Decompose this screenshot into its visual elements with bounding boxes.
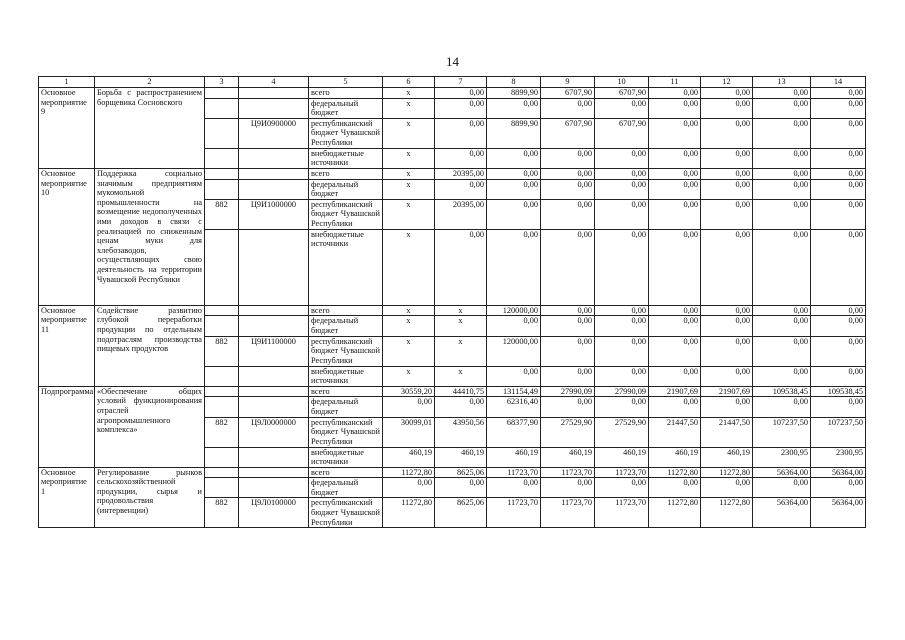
value-cell: 0,00 bbox=[487, 229, 541, 305]
column-header-8: 8 bbox=[487, 77, 541, 88]
value-cell: 460,19 bbox=[435, 447, 487, 467]
value-cell: 0,00 bbox=[649, 179, 701, 199]
value-cell: x bbox=[435, 316, 487, 336]
value-cell: 43950,56 bbox=[435, 417, 487, 447]
value-cell: 107237,50 bbox=[811, 417, 866, 447]
value-cell: 107237,50 bbox=[753, 417, 811, 447]
value-cell: 11723,70 bbox=[541, 467, 595, 478]
value-cell: 0,00 bbox=[811, 98, 866, 118]
column-header-4: 4 bbox=[239, 77, 309, 88]
value-cell: 11272,80 bbox=[383, 498, 435, 528]
budget-code-cell bbox=[239, 88, 309, 99]
value-cell: x bbox=[383, 199, 435, 229]
value-cell: 21907,69 bbox=[649, 386, 701, 397]
grbs-cell bbox=[205, 397, 239, 417]
program-type-cell: Основное мероприятие 1 bbox=[39, 467, 95, 528]
value-cell: 0,00 bbox=[811, 336, 866, 366]
value-cell: 0,00 bbox=[541, 336, 595, 366]
value-cell: 0,00 bbox=[541, 168, 595, 179]
value-cell: 56364,00 bbox=[753, 498, 811, 528]
funding-source-cell: всего bbox=[309, 168, 383, 179]
value-cell: 0,00 bbox=[811, 168, 866, 179]
value-cell: x bbox=[383, 88, 435, 99]
value-cell: 0,00 bbox=[541, 316, 595, 336]
grbs-cell bbox=[205, 118, 239, 148]
table-row bbox=[39, 168, 866, 179]
value-cell: x bbox=[383, 229, 435, 305]
value-cell: x bbox=[435, 305, 487, 316]
value-cell: 0,00 bbox=[811, 179, 866, 199]
column-header-7: 7 bbox=[435, 77, 487, 88]
value-cell: 0,00 bbox=[701, 229, 753, 305]
value-cell: 0,00 bbox=[753, 305, 811, 316]
value-cell: 0,00 bbox=[811, 397, 866, 417]
grbs-cell bbox=[205, 168, 239, 179]
budget-code-cell bbox=[239, 478, 309, 498]
value-cell: 27529,90 bbox=[595, 417, 649, 447]
funding-source-cell: внебюджетные источники bbox=[309, 447, 383, 467]
funding-source-cell: республиканский бюджет Чувашской Республики bbox=[309, 417, 383, 447]
value-cell: 56364,00 bbox=[753, 467, 811, 478]
value-cell: 30559,20 bbox=[383, 386, 435, 397]
value-cell: 0,00 bbox=[811, 316, 866, 336]
value-cell: 30099,01 bbox=[383, 417, 435, 447]
value-cell: 27529,90 bbox=[541, 417, 595, 447]
value-cell: 8625,06 bbox=[435, 467, 487, 478]
value-cell: 0,00 bbox=[435, 179, 487, 199]
funding-source-cell: внебюджетные источники bbox=[309, 366, 383, 386]
program-type-cell: Основное мероприятие 9 bbox=[39, 88, 95, 169]
header-row bbox=[39, 77, 866, 88]
value-cell: 0,00 bbox=[701, 148, 753, 168]
grbs-cell bbox=[205, 366, 239, 386]
budget-code-cell bbox=[239, 148, 309, 168]
value-cell: 11272,80 bbox=[649, 498, 701, 528]
value-cell: 21907,69 bbox=[701, 386, 753, 397]
value-cell: 8899,90 bbox=[487, 118, 541, 148]
grbs-cell: 882 bbox=[205, 498, 239, 528]
value-cell: 0,00 bbox=[753, 148, 811, 168]
column-header-10: 10 bbox=[595, 77, 649, 88]
value-cell: 0,00 bbox=[811, 478, 866, 498]
column-header-6: 6 bbox=[383, 77, 435, 88]
column-header-1: 1 bbox=[39, 77, 95, 88]
column-header-5: 5 bbox=[309, 77, 383, 88]
grbs-cell bbox=[205, 88, 239, 99]
budget-code-cell: Ц9И1000000 bbox=[239, 199, 309, 229]
value-cell: 0,00 bbox=[595, 148, 649, 168]
value-cell: 0,00 bbox=[649, 229, 701, 305]
value-cell: 460,19 bbox=[649, 447, 701, 467]
value-cell: 0,00 bbox=[487, 366, 541, 386]
column-header-11: 11 bbox=[649, 77, 701, 88]
value-cell: 120000,00 bbox=[487, 305, 541, 316]
value-cell: 0,00 bbox=[811, 148, 866, 168]
value-cell: 0,00 bbox=[435, 229, 487, 305]
value-cell: 6707,90 bbox=[595, 118, 649, 148]
value-cell: 0,00 bbox=[595, 229, 649, 305]
column-header-3: 3 bbox=[205, 77, 239, 88]
value-cell: x bbox=[383, 168, 435, 179]
value-cell: 6707,90 bbox=[541, 88, 595, 99]
value-cell: 0,00 bbox=[811, 199, 866, 229]
value-cell: 0,00 bbox=[701, 366, 753, 386]
value-cell: 0,00 bbox=[383, 478, 435, 498]
value-cell: 0,00 bbox=[649, 305, 701, 316]
grbs-cell bbox=[205, 148, 239, 168]
value-cell: 11272,80 bbox=[701, 467, 753, 478]
grbs-cell: 882 bbox=[205, 336, 239, 366]
value-cell: 0,00 bbox=[701, 88, 753, 99]
value-cell: 120000,00 bbox=[487, 336, 541, 366]
value-cell: 0,00 bbox=[649, 478, 701, 498]
value-cell: 44410,75 bbox=[435, 386, 487, 397]
grbs-cell bbox=[205, 447, 239, 467]
column-header-14: 14 bbox=[811, 77, 866, 88]
funding-source-cell: внебюджетные источники bbox=[309, 148, 383, 168]
funding-source-cell: федеральный бюджет bbox=[309, 397, 383, 417]
value-cell: 0,00 bbox=[701, 336, 753, 366]
funding-source-cell: республиканский бюджет Чувашской Республики bbox=[309, 199, 383, 229]
value-cell: 68377,90 bbox=[487, 417, 541, 447]
value-cell: 62316,40 bbox=[487, 397, 541, 417]
value-cell: 0,00 bbox=[753, 118, 811, 148]
value-cell: 56364,00 bbox=[811, 498, 866, 528]
value-cell: 0,00 bbox=[383, 397, 435, 417]
grbs-cell: 882 bbox=[205, 417, 239, 447]
value-cell: 11272,80 bbox=[649, 467, 701, 478]
budget-code-cell bbox=[239, 98, 309, 118]
value-cell: 0,00 bbox=[701, 179, 753, 199]
funding-source-cell: всего bbox=[309, 386, 383, 397]
value-cell: 0,00 bbox=[541, 148, 595, 168]
grbs-cell bbox=[205, 305, 239, 316]
program-type-cell: Основное мероприятие 10 bbox=[39, 168, 95, 305]
value-cell: 0,00 bbox=[649, 118, 701, 148]
value-cell: 0,00 bbox=[595, 397, 649, 417]
funding-source-cell: внебюджетные источники bbox=[309, 229, 383, 305]
value-cell: 0,00 bbox=[435, 148, 487, 168]
column-header-2: 2 bbox=[95, 77, 205, 88]
table-row bbox=[39, 305, 866, 316]
value-cell: 0,00 bbox=[701, 397, 753, 417]
value-cell: 0,00 bbox=[701, 98, 753, 118]
value-cell: 0,00 bbox=[649, 199, 701, 229]
budget-code-cell: Ц9Л0100000 bbox=[239, 498, 309, 528]
value-cell: 0,00 bbox=[435, 98, 487, 118]
value-cell: 0,00 bbox=[701, 168, 753, 179]
value-cell: 0,00 bbox=[811, 305, 866, 316]
funding-source-cell: всего bbox=[309, 88, 383, 99]
value-cell: 0,00 bbox=[595, 316, 649, 336]
value-cell: 0,00 bbox=[753, 199, 811, 229]
value-cell: x bbox=[383, 305, 435, 316]
value-cell: 0,00 bbox=[435, 118, 487, 148]
program-name-cell: Борьба с распространением борщевика Сосновского bbox=[95, 88, 205, 169]
value-cell: 0,00 bbox=[595, 168, 649, 179]
grbs-cell bbox=[205, 179, 239, 199]
value-cell: 0,00 bbox=[753, 316, 811, 336]
value-cell: x bbox=[383, 366, 435, 386]
value-cell: 0,00 bbox=[701, 305, 753, 316]
value-cell: 11723,70 bbox=[595, 467, 649, 478]
budget-code-cell: Ц9Л0000000 bbox=[239, 417, 309, 447]
value-cell: 0,00 bbox=[753, 179, 811, 199]
value-cell: 0,00 bbox=[649, 316, 701, 336]
table-row bbox=[39, 386, 866, 397]
value-cell: 0,00 bbox=[487, 316, 541, 336]
value-cell: 21447,50 bbox=[701, 417, 753, 447]
value-cell: x bbox=[383, 336, 435, 366]
value-cell: 0,00 bbox=[649, 336, 701, 366]
program-type-cell: Основное мероприятие 11 bbox=[39, 305, 95, 386]
budget-code-cell bbox=[239, 179, 309, 199]
value-cell: 0,00 bbox=[649, 98, 701, 118]
budget-code-cell bbox=[239, 397, 309, 417]
budget-code-cell bbox=[239, 366, 309, 386]
value-cell: x bbox=[383, 316, 435, 336]
value-cell: 20395,00 bbox=[435, 199, 487, 229]
program-type-cell: Подпрограмма bbox=[39, 386, 95, 467]
value-cell: 0,00 bbox=[753, 229, 811, 305]
program-name-cell: Поддержка социально значимым предприятиям мукомольной промышленности на возмещение недополученных ими доходов в связи с реализацией по сниженным ценам муки для хлебозаводов, осуществляющих свою деятельность на территории Чувашской Республики bbox=[95, 168, 205, 305]
value-cell: x bbox=[435, 336, 487, 366]
value-cell: 0,00 bbox=[701, 118, 753, 148]
value-cell: 460,19 bbox=[487, 447, 541, 467]
grbs-cell bbox=[205, 316, 239, 336]
budget-code-cell bbox=[239, 316, 309, 336]
value-cell: 2300,95 bbox=[811, 447, 866, 467]
value-cell: 109538,45 bbox=[753, 386, 811, 397]
funding-source-cell: федеральный бюджет bbox=[309, 98, 383, 118]
budget-table bbox=[38, 76, 866, 528]
value-cell: 0,00 bbox=[649, 366, 701, 386]
value-cell: 11272,80 bbox=[383, 467, 435, 478]
value-cell: 109538,45 bbox=[811, 386, 866, 397]
table-row bbox=[39, 467, 866, 478]
value-cell: 0,00 bbox=[595, 305, 649, 316]
value-cell: 0,00 bbox=[753, 478, 811, 498]
value-cell: 0,00 bbox=[753, 397, 811, 417]
value-cell: 0,00 bbox=[595, 98, 649, 118]
funding-source-cell: всего bbox=[309, 305, 383, 316]
value-cell: 0,00 bbox=[487, 98, 541, 118]
value-cell: 0,00 bbox=[487, 179, 541, 199]
budget-code-cell bbox=[239, 168, 309, 179]
value-cell: 0,00 bbox=[701, 199, 753, 229]
value-cell: 2300,95 bbox=[753, 447, 811, 467]
value-cell: 0,00 bbox=[811, 88, 866, 99]
value-cell: 8625,06 bbox=[435, 498, 487, 528]
value-cell: 0,00 bbox=[487, 478, 541, 498]
page-number: 14 bbox=[446, 54, 459, 69]
value-cell: 0,00 bbox=[649, 88, 701, 99]
grbs-cell bbox=[205, 98, 239, 118]
budget-code-cell bbox=[239, 467, 309, 478]
funding-source-cell: всего bbox=[309, 467, 383, 478]
column-header-9: 9 bbox=[541, 77, 595, 88]
value-cell: 0,00 bbox=[541, 305, 595, 316]
value-cell: 0,00 bbox=[541, 397, 595, 417]
value-cell: 0,00 bbox=[595, 478, 649, 498]
value-cell: 460,19 bbox=[595, 447, 649, 467]
grbs-cell bbox=[205, 386, 239, 397]
budget-code-cell bbox=[239, 447, 309, 467]
value-cell: x bbox=[383, 179, 435, 199]
value-cell: 0,00 bbox=[487, 168, 541, 179]
value-cell: 0,00 bbox=[541, 98, 595, 118]
value-cell: 11723,70 bbox=[487, 467, 541, 478]
funding-source-cell: федеральный бюджет bbox=[309, 179, 383, 199]
value-cell: 0,00 bbox=[649, 397, 701, 417]
grbs-cell bbox=[205, 478, 239, 498]
funding-source-cell: федеральный бюджет bbox=[309, 316, 383, 336]
value-cell: 0,00 bbox=[701, 316, 753, 336]
budget-code-cell: Ц9И1100000 bbox=[239, 336, 309, 366]
grbs-cell bbox=[205, 467, 239, 478]
value-cell: 20395,00 bbox=[435, 168, 487, 179]
value-cell: 0,00 bbox=[435, 88, 487, 99]
value-cell: 11723,70 bbox=[595, 498, 649, 528]
funding-source-cell: республиканский бюджет Чувашской Республики bbox=[309, 498, 383, 528]
value-cell: 0,00 bbox=[595, 336, 649, 366]
funding-source-cell: республиканский бюджет Чувашской Республики bbox=[309, 336, 383, 366]
value-cell: 0,00 bbox=[753, 366, 811, 386]
funding-source-cell: федеральный бюджет bbox=[309, 478, 383, 498]
value-cell: 0,00 bbox=[595, 199, 649, 229]
value-cell: 0,00 bbox=[811, 229, 866, 305]
value-cell: 21447,50 bbox=[649, 417, 701, 447]
value-cell: x bbox=[383, 118, 435, 148]
value-cell: 27990,09 bbox=[541, 386, 595, 397]
value-cell: 0,00 bbox=[435, 478, 487, 498]
grbs-cell bbox=[205, 229, 239, 305]
value-cell: 0,00 bbox=[811, 118, 866, 148]
value-cell: 0,00 bbox=[595, 179, 649, 199]
value-cell: 6707,90 bbox=[595, 88, 649, 99]
value-cell: 0,00 bbox=[487, 199, 541, 229]
value-cell: 0,00 bbox=[435, 397, 487, 417]
value-cell: 0,00 bbox=[541, 229, 595, 305]
value-cell: 11723,70 bbox=[541, 498, 595, 528]
value-cell: x bbox=[383, 98, 435, 118]
value-cell: 8899,90 bbox=[487, 88, 541, 99]
budget-code-cell: Ц9И0900000 bbox=[239, 118, 309, 148]
value-cell: 0,00 bbox=[649, 148, 701, 168]
value-cell: 27990,09 bbox=[595, 386, 649, 397]
funding-source-cell: республиканский бюджет Чувашской Республики bbox=[309, 118, 383, 148]
value-cell: 11272,80 bbox=[701, 498, 753, 528]
value-cell: 0,00 bbox=[753, 88, 811, 99]
budget-code-cell bbox=[239, 305, 309, 316]
value-cell: 0,00 bbox=[541, 199, 595, 229]
value-cell: 0,00 bbox=[701, 478, 753, 498]
value-cell: x bbox=[383, 148, 435, 168]
column-header-13: 13 bbox=[753, 77, 811, 88]
value-cell: 0,00 bbox=[753, 98, 811, 118]
value-cell: 11723,70 bbox=[487, 498, 541, 528]
value-cell: 0,00 bbox=[649, 168, 701, 179]
program-name-cell: Содействие развитию глубокой переработки продукции по отдельным подотраслям производства пищевых продуктов bbox=[95, 305, 205, 386]
value-cell: 0,00 bbox=[753, 168, 811, 179]
value-cell: 0,00 bbox=[541, 179, 595, 199]
value-cell: 0,00 bbox=[811, 366, 866, 386]
value-cell: x bbox=[435, 366, 487, 386]
budget-code-cell bbox=[239, 229, 309, 305]
value-cell: 0,00 bbox=[595, 366, 649, 386]
value-cell: 0,00 bbox=[541, 366, 595, 386]
value-cell: 460,19 bbox=[541, 447, 595, 467]
value-cell: 0,00 bbox=[753, 336, 811, 366]
value-cell: 6707,90 bbox=[541, 118, 595, 148]
value-cell: 56364,00 bbox=[811, 467, 866, 478]
value-cell: 460,19 bbox=[701, 447, 753, 467]
table-row bbox=[39, 88, 866, 99]
grbs-cell: 882 bbox=[205, 199, 239, 229]
program-name-cell: Регулирование рынков сельскохозяйственной продукции, сырья и продовольствия (интервенции) bbox=[95, 467, 205, 528]
value-cell: 131154,49 bbox=[487, 386, 541, 397]
budget-code-cell bbox=[239, 386, 309, 397]
value-cell: 460,19 bbox=[383, 447, 435, 467]
column-header-12: 12 bbox=[701, 77, 753, 88]
value-cell: 0,00 bbox=[487, 148, 541, 168]
value-cell: 0,00 bbox=[541, 478, 595, 498]
program-name-cell: «Обеспечение общих условий функционирования отраслей агропромышленного комплекса» bbox=[95, 386, 205, 467]
